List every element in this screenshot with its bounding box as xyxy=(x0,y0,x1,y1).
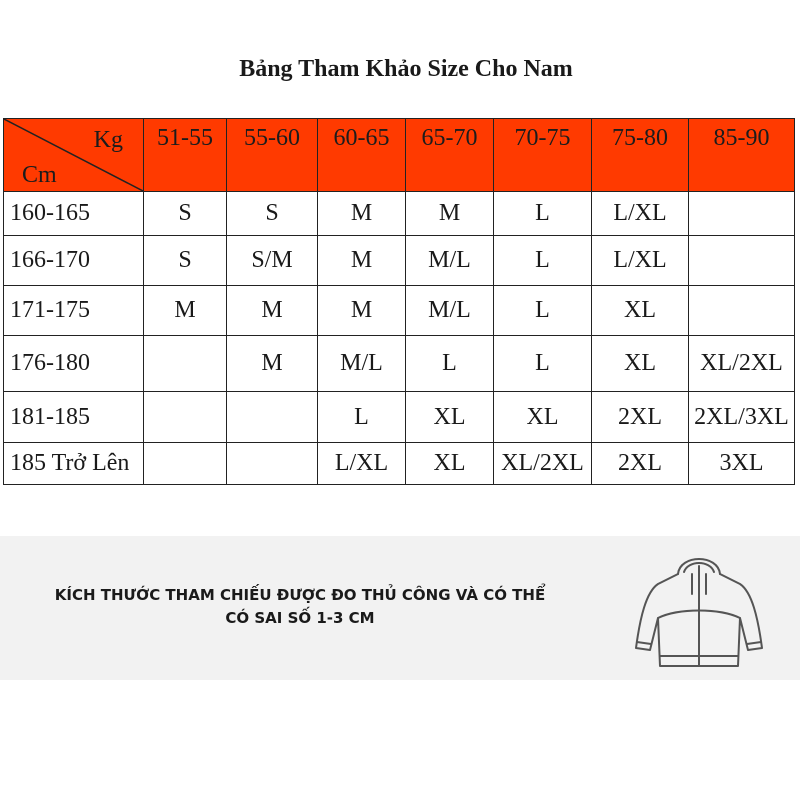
size-cell xyxy=(144,392,227,443)
table-row xyxy=(4,392,795,443)
table-row xyxy=(4,192,795,236)
size-cell: L/XL xyxy=(592,192,689,236)
size-cell: 2XL xyxy=(592,392,689,443)
size-cell: 2XL xyxy=(592,443,689,485)
size-cell: XL xyxy=(406,443,494,485)
height-axis-label: Cm xyxy=(22,162,57,188)
size-cell: M xyxy=(318,192,406,236)
size-cell xyxy=(227,392,318,443)
size-cell xyxy=(689,192,795,236)
size-cell: S xyxy=(144,236,227,286)
table-row xyxy=(4,286,795,336)
size-cell xyxy=(689,286,795,336)
size-cell xyxy=(227,443,318,485)
table-row xyxy=(4,443,795,485)
note-line: CÓ SAI SỐ 1-3 CM xyxy=(225,609,375,627)
size-cell: S xyxy=(227,192,318,236)
jacket-icon xyxy=(628,548,770,672)
size-cell: M xyxy=(144,286,227,336)
size-cell: XL/2XL xyxy=(689,336,795,392)
measurement-note xyxy=(0,584,600,630)
size-cell: S xyxy=(144,192,227,236)
size-cell xyxy=(144,443,227,485)
page-title: Bảng Tham Khảo Size Cho Nam xyxy=(239,56,573,82)
corner-header-cell xyxy=(4,119,144,192)
weight-header: 55-60 xyxy=(227,119,318,192)
weight-header: 65-70 xyxy=(406,119,494,192)
size-cell: L xyxy=(406,336,494,392)
table-row xyxy=(4,336,795,392)
size-chart-table xyxy=(3,118,795,485)
size-cell: XL xyxy=(592,336,689,392)
size-cell xyxy=(144,336,227,392)
size-cell: L xyxy=(494,236,592,286)
size-cell: L xyxy=(494,336,592,392)
size-cell: L xyxy=(494,286,592,336)
weight-header: 75-80 xyxy=(592,119,689,192)
size-cell: L/XL xyxy=(318,443,406,485)
size-cell: XL xyxy=(592,286,689,336)
table-row xyxy=(4,236,795,286)
size-cell: M/L xyxy=(406,236,494,286)
size-cell: 3XL xyxy=(689,443,795,485)
size-cell: S/M xyxy=(227,236,318,286)
weight-axis-label: Kg xyxy=(93,127,123,153)
size-cell: L/XL xyxy=(592,236,689,286)
size-cell: M/L xyxy=(318,336,406,392)
size-cell: 2XL/3XL xyxy=(689,392,795,443)
size-cell: M xyxy=(227,336,318,392)
size-cell: XL/2XL xyxy=(494,443,592,485)
weight-header: 70-75 xyxy=(494,119,592,192)
size-cell: M xyxy=(406,192,494,236)
size-cell: M xyxy=(318,286,406,336)
size-cell: M xyxy=(227,286,318,336)
size-cell: XL xyxy=(406,392,494,443)
size-cell xyxy=(689,236,795,286)
header-row xyxy=(4,119,795,192)
weight-header: 51-55 xyxy=(144,119,227,192)
height-cell: 185 Trở Lên xyxy=(4,443,144,485)
height-cell: 166-170 xyxy=(4,236,144,286)
size-cell: M/L xyxy=(406,286,494,336)
size-cell: L xyxy=(494,192,592,236)
size-cell: M xyxy=(318,236,406,286)
size-cell: L xyxy=(318,392,406,443)
size-cell: XL xyxy=(494,392,592,443)
height-cell: 171-175 xyxy=(4,286,144,336)
note-line: KÍCH THƯỚC THAM CHIẾU ĐƯỢC ĐO THỦ CÔNG VÀ CÓ THỂ xyxy=(54,586,546,604)
height-cell: 176-180 xyxy=(4,336,144,392)
weight-header: 85-90 xyxy=(689,119,795,192)
height-cell: 181-185 xyxy=(4,392,144,443)
height-cell: 160-165 xyxy=(4,192,144,236)
weight-header: 60-65 xyxy=(318,119,406,192)
